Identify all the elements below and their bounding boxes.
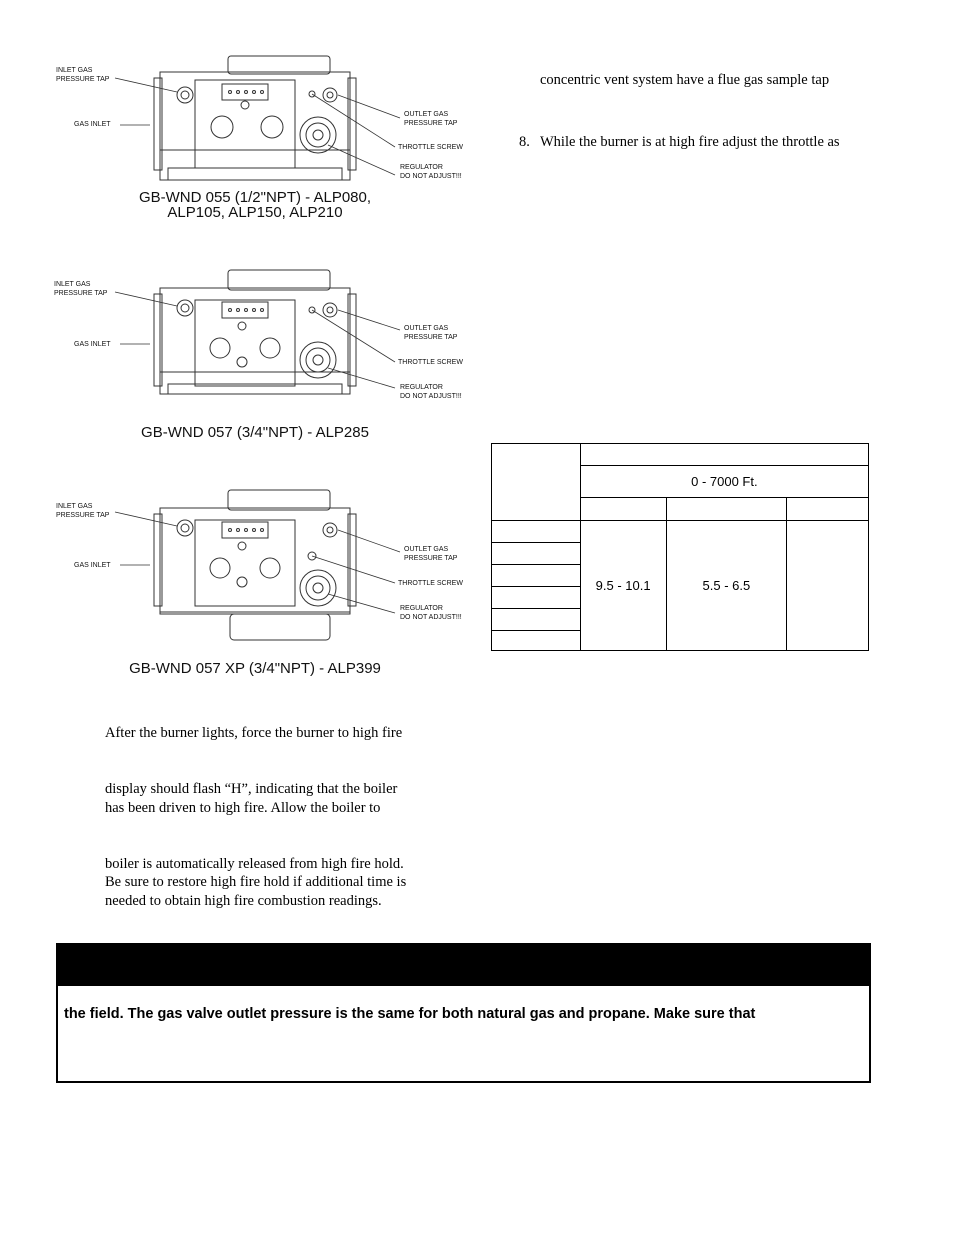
table-header-corner xyxy=(492,444,581,521)
high-fire-paragraph-line: has been driven to high fire. Allow the boiler to xyxy=(105,800,381,816)
warning-box xyxy=(56,943,871,1083)
vent-system-text: concentric vent system have a flue gas sample tap xyxy=(540,72,830,88)
table-header-top xyxy=(580,444,868,466)
throttle-screw-label: THROTTLE SCREW xyxy=(398,144,463,151)
table-row-label xyxy=(492,521,581,543)
gas-inlet-label: GAS INLET xyxy=(74,562,111,569)
high-fire-paragraph-line: display should flash “H”, indicating that the boiler xyxy=(105,781,398,797)
gas-inlet-label: GAS INLET xyxy=(74,341,111,348)
outlet-gas-pressure-tap-label: OUTLET GAS PRESSURE TAP xyxy=(404,111,458,127)
subheader-cell xyxy=(666,498,787,521)
outlet-gas-pressure-tap-label: OUTLET GAS PRESSURE TAP xyxy=(404,325,458,341)
table-row-label xyxy=(492,587,581,609)
throttle-screw-label: THROTTLE SCREW xyxy=(398,580,463,587)
step-8-text: While the burner is at high fire adjust the throttle as xyxy=(540,134,840,150)
regulator-label: REGULATOR DO NOT ADJUST!!! xyxy=(400,164,462,180)
figure-3-caption: GB-WND 057 XP (3/4"NPT) - ALP399 xyxy=(129,660,381,677)
subheader-cell xyxy=(580,498,666,521)
subheader-cell xyxy=(787,498,869,521)
inlet-gas-pressure-tap-label: INLET GAS PRESSURE TAP xyxy=(56,503,110,519)
warning-text: the field. The gas valve outlet pressure is the same for both natural gas and propane. Make sure that xyxy=(64,1006,756,1022)
high-fire-paragraph-line: needed to obtain high fire combustion readings. xyxy=(105,893,382,909)
altitude-header: 0 - 7000 Ft. xyxy=(580,466,868,498)
gas-inlet-label: GAS INLET xyxy=(74,121,111,128)
value-cell-b: 5.5 - 6.5 xyxy=(666,521,787,651)
gas-valve-drawing-3 xyxy=(50,488,480,648)
gas-pressure-table xyxy=(491,443,869,651)
table-row-label xyxy=(492,631,581,651)
step-8-number: 8. xyxy=(519,134,530,150)
figure-2-caption: GB-WND 057 (3/4"NPT) - ALP285 xyxy=(141,424,369,441)
value-cell-c xyxy=(787,521,869,651)
high-fire-paragraph-line: After the burner lights, force the burner to high fire xyxy=(105,725,403,741)
table-row-label xyxy=(492,609,581,631)
inlet-gas-pressure-tap-label: INLET GAS PRESSURE TAP xyxy=(56,67,110,83)
table-row-label xyxy=(492,543,581,565)
gas-valve-figure-2 xyxy=(50,268,480,418)
high-fire-paragraph-line: boiler is automatically released from high fire hold. xyxy=(105,856,404,872)
high-fire-paragraph-line: Be sure to restore high fire hold if additional time is xyxy=(105,874,407,890)
regulator-label: REGULATOR DO NOT ADJUST!!! xyxy=(400,384,462,400)
gas-valve-figure-3 xyxy=(50,488,480,648)
throttle-screw-label: THROTTLE SCREW xyxy=(398,359,463,366)
inlet-gas-pressure-tap-label: INLET GAS PRESSURE TAP xyxy=(54,281,108,297)
warning-header-bar xyxy=(58,945,869,986)
outlet-gas-pressure-tap-label: OUTLET GAS PRESSURE TAP xyxy=(404,546,458,562)
regulator-label: REGULATOR DO NOT ADJUST!!! xyxy=(400,605,462,621)
figure-1-caption: GB-WND 055 (1/2"NPT) - ALP080, ALP105, ALP150, ALP210 xyxy=(138,189,372,221)
table-row-label xyxy=(492,565,581,587)
value-cell-a: 9.5 - 10.1 xyxy=(580,521,666,651)
